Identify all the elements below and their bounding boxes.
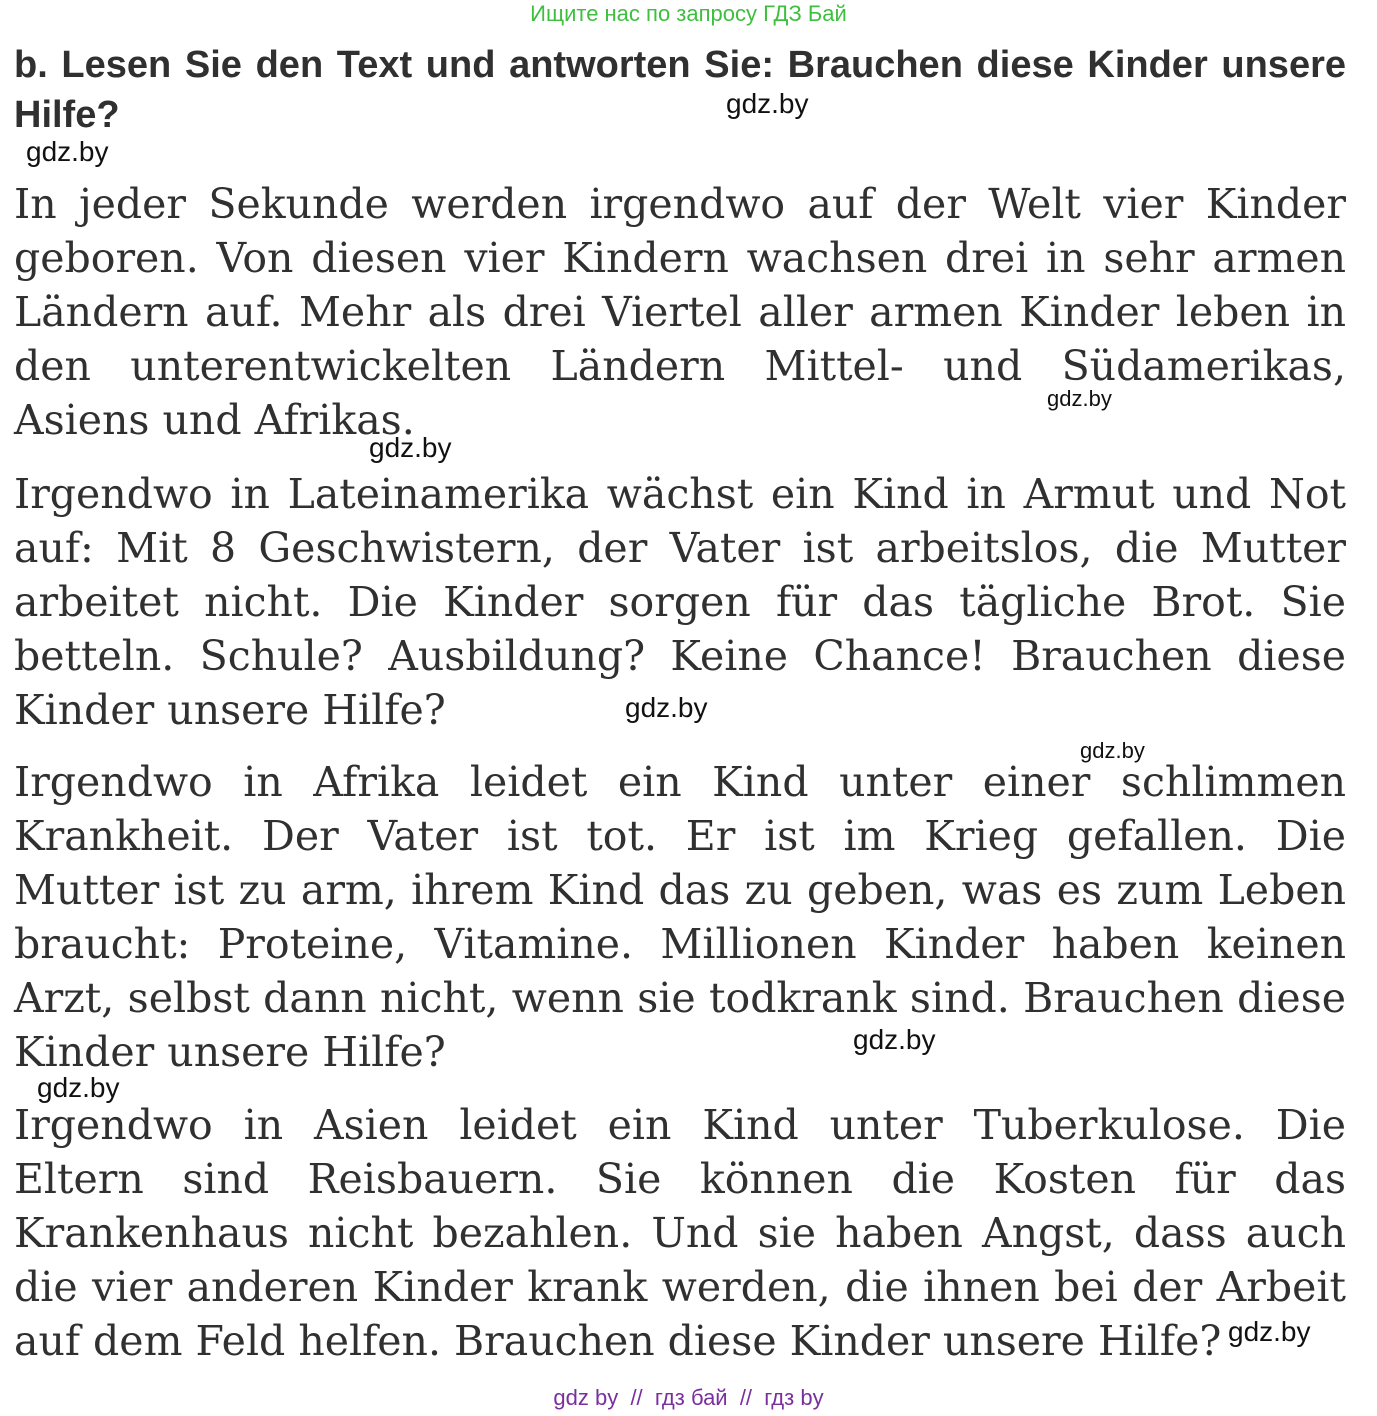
watermark: gdz.by (37, 1072, 120, 1103)
text-paragraph-3: Irgendwo in Afrika leidet ein Kind unter einer schlimmen Krankheit. Der Vater ist tot. Er ist im Krieg gefallen. Die Mutter ist zu arm, ihrem Kind das zu geben, was es zum Leben braucht: Proteine, Vitamine. Millionen Kinder haben keinen Arzt, selbst dann nicht, wenn sie todkrank sind. Brauchen diese Kinder unsere Hilfe? (14, 758, 1346, 1076)
watermark: gdz.by (26, 136, 109, 167)
watermark: gdz.by (853, 1024, 936, 1055)
watermark: gdz.by (625, 692, 708, 723)
footer-links[interactable]: gdz by // гдз бай // гдз by (553, 1385, 824, 1410)
text-paragraph-1: In jeder Sekunde werden irgendwo auf der Welt vier Kinder geboren. Von diesen vier Kindern wachsen drei in sehr armen Ländern auf. Mehr als drei Viertel aller armen Kinder leben in den unterentwickelten Ländern Mittel- und Südamerikas, Asiens und Afrikas. (14, 180, 1346, 444)
watermark: gdz.by (369, 432, 452, 463)
watermark: gdz.by (726, 88, 809, 119)
watermark: gdz.by (1228, 1316, 1311, 1347)
watermark: gdz.by (1080, 738, 1145, 763)
watermark: gdz.by (1047, 386, 1112, 411)
top-banner[interactable]: Ищите нас по запросу ГДЗ Бай (530, 1, 847, 26)
text-paragraph-4: Irgendwo in Asien leidet ein Kind unter Tuberkulose. Die Eltern sind Reisbauern. Sie können die Kosten für das Krankenhaus nicht bezahlen. Und sie haben Angst, dass auch die vier anderen Kinder krank werden, die ihnen bei der Arbeit auf dem Feld helfen. Brauchen diese Kinder unsere Hilfe? (14, 1101, 1346, 1365)
text-paragraph-2: Irgendwo in Lateinamerika wächst ein Kind in Armut und Not auf: Mit 8 Geschwistern, der Vater ist arbeitslos, die Mutter arbeitet nicht. Die Kinder sorgen für das tägliche Brot. Sie betteln. Schule? Ausbildung? Keine Chance! Brauchen diese Kinder unsere Hilfe? (14, 470, 1346, 734)
exercise-heading: b. Lesen Sie den Text und antworten Sie: Brauchen diese Kinder unsere Hilfe? (14, 44, 1346, 136)
